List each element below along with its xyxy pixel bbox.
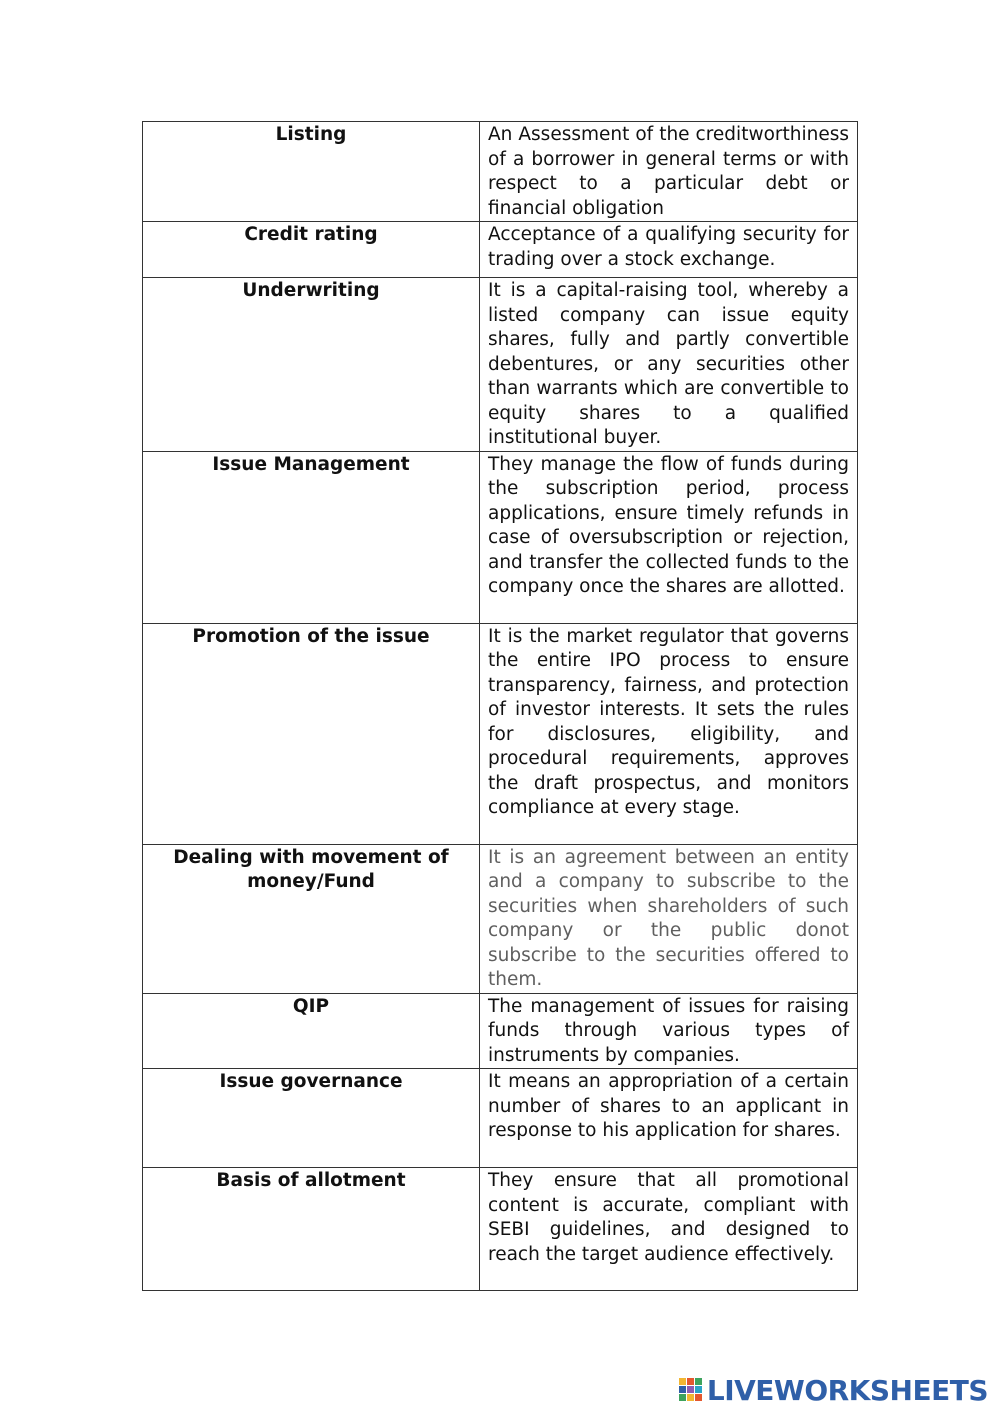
definition-cell: It is an agreement between an entity and a company to subscribe to the securities when shareholders of such company or the public donot subscribe to the securities offered to them.	[480, 844, 858, 993]
term-cell: Promotion of the issue	[143, 623, 480, 844]
definition-cell: It is a capital-raising tool, whereby a listed company can issue equity shares, fully and partly convertible debentures, or any securities other than warrants which are convertible to equity shares to a qualified institutional buyer.	[480, 278, 858, 452]
definition-cell: It is the market regulator that governs the entire IPO process to ensure transparency, fairness, and protection of investor interests. It sets the rules for disclosures, eligibility, and procedural requirements, approves the draft prospectus, and monitors compliance at every stage.	[480, 623, 858, 844]
table-row	[143, 844, 858, 993]
term-cell: Underwriting	[143, 278, 480, 452]
table-row	[143, 623, 858, 844]
table-row	[143, 993, 858, 1069]
table-row	[143, 122, 858, 222]
term-cell: Issue Management	[143, 451, 480, 623]
liveworksheets-logo-text: LIVEWORKSHEETS	[706, 1373, 988, 1407]
liveworksheets-logo-icon	[679, 1376, 703, 1404]
table-row	[143, 451, 858, 623]
table-row	[143, 1168, 858, 1291]
definition-cell: The management of issues for raising funds through various types of instruments by companies.	[480, 993, 858, 1069]
definition-cell: Acceptance of a qualifying security for trading over a stock exchange.	[480, 222, 858, 278]
term-cell: Basis of allotment	[143, 1168, 480, 1291]
definition-cell: They ensure that all promotional content is accurate, compliant with SEBI guidelines, and designed to reach the target audience effectively.	[480, 1168, 858, 1291]
term-cell: Listing	[143, 122, 480, 222]
term-cell: Issue governance	[143, 1069, 480, 1168]
term-cell: QIP	[143, 993, 480, 1069]
table-row	[143, 222, 858, 278]
table-row	[143, 1069, 858, 1168]
matching-table	[142, 121, 858, 1291]
liveworksheets-logo	[679, 1372, 988, 1408]
term-cell: Credit rating	[143, 222, 480, 278]
definition-cell: They manage the flow of funds during the subscription period, process applications, ensure timely refunds in case of oversubscription or rejection, and transfer the collected funds to the company once the shares are allotted.	[480, 451, 858, 623]
definition-cell: An Assessment of the creditworthiness of a borrower in general terms or with respect to a particular debt or financial obligation	[480, 122, 858, 222]
definition-cell: It means an appropriation of a certain number of shares to an applicant in response to his application for shares.	[480, 1069, 858, 1168]
table-row	[143, 278, 858, 452]
term-cell: Dealing with movement of money/Fund	[143, 844, 480, 993]
